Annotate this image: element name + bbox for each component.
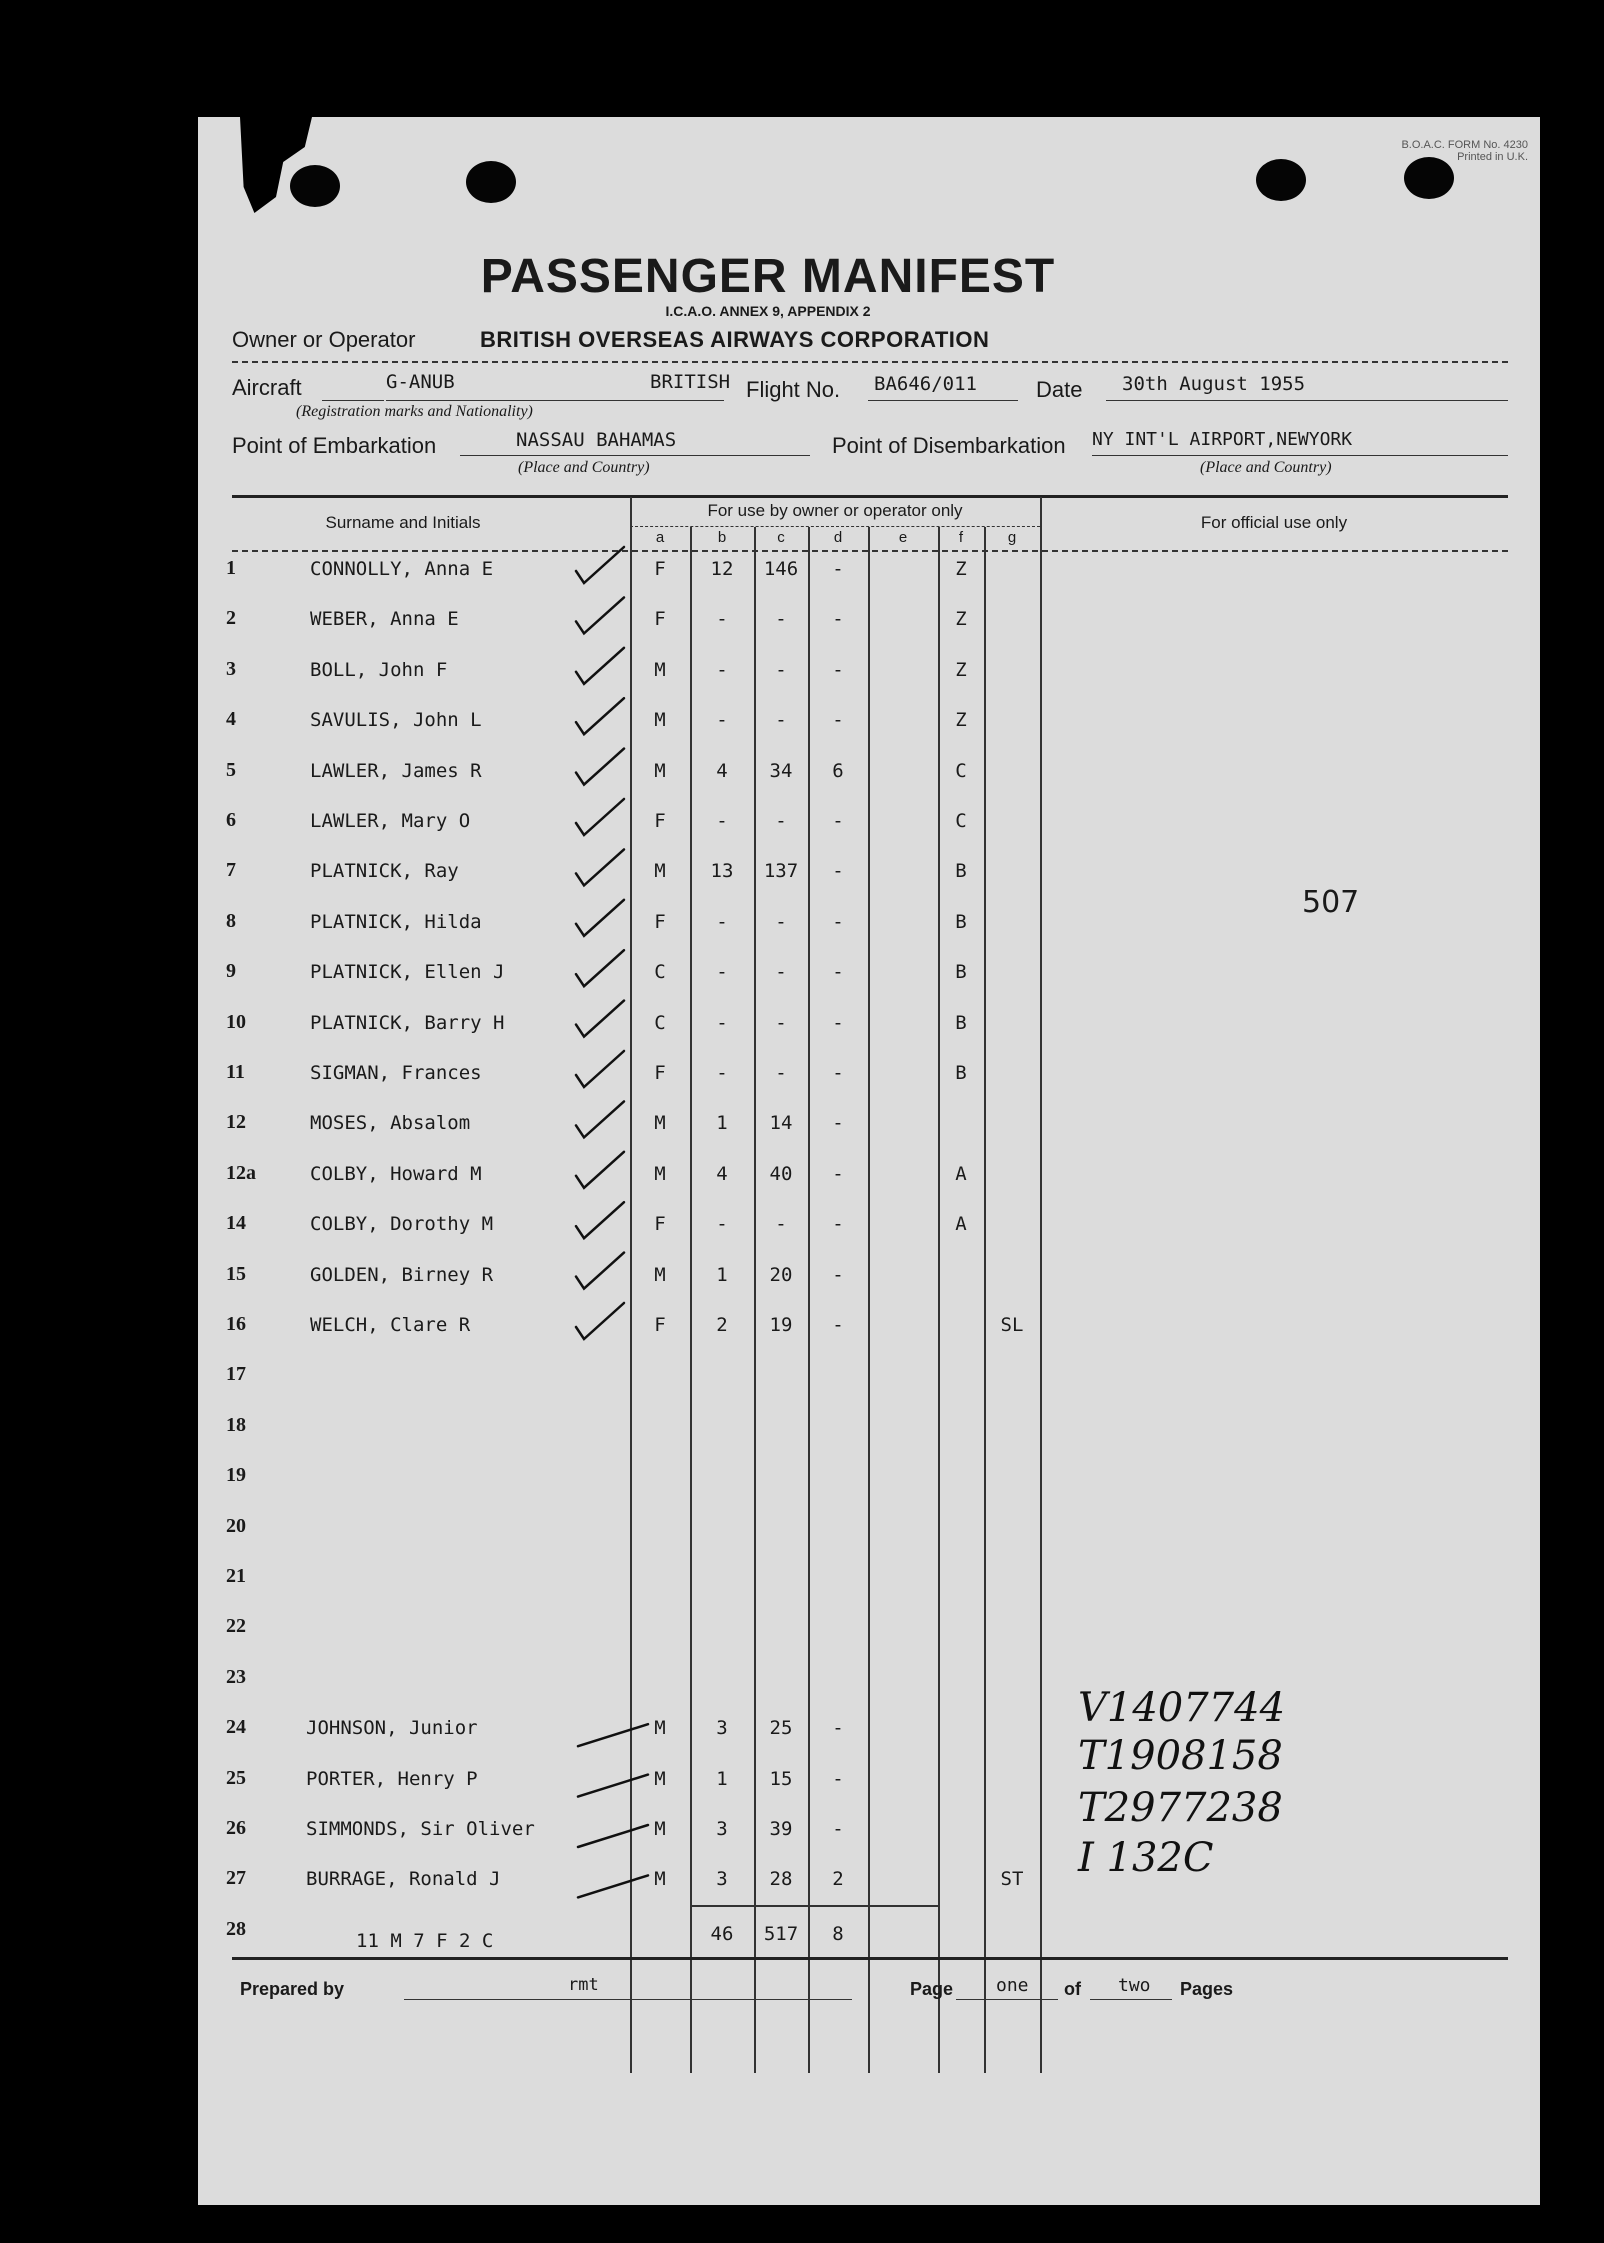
cell-a: M (654, 1818, 666, 1840)
passenger-name: COLBY, Dorothy M (310, 1213, 494, 1236)
cell-a: M (654, 860, 666, 883)
cell-b: - (716, 709, 728, 732)
cell-c: - (775, 608, 787, 631)
cell-c: - (775, 658, 787, 681)
row-number: 24 (226, 1716, 246, 1739)
of-label: of (1064, 1979, 1081, 1999)
check-mark (576, 1152, 624, 1188)
total-d: 8 (832, 1923, 844, 1945)
cell-c: - (775, 1213, 787, 1236)
row-number: 18 (226, 1413, 246, 1436)
disembarkation-value: NY INT'L AIRPORT,NEWYORK (1092, 429, 1353, 450)
cell-b: 1 (716, 1263, 728, 1286)
passenger-name: WELCH, Clare R (310, 1314, 471, 1336)
pages-label: Pages (1180, 1979, 1234, 1999)
manifest-page (198, 117, 1540, 2205)
cell-f: B (955, 1011, 967, 1034)
cell-b: - (716, 810, 728, 832)
cell-d: - (832, 1767, 844, 1790)
check-mark (576, 1253, 624, 1289)
check-mark (576, 1202, 624, 1238)
cell-b: 3 (716, 1818, 728, 1840)
check-mark (576, 950, 624, 986)
cell-f: Z (955, 608, 967, 631)
cell-d: - (832, 910, 844, 933)
cell-a: F (654, 910, 666, 933)
row-number: 4 (226, 708, 236, 731)
check-mark (578, 1825, 648, 1847)
col-f-header: f (958, 529, 964, 546)
embarkation-value: NASSAU BAHAMAS (516, 429, 677, 451)
cell-f: B (955, 1062, 967, 1084)
cell-f: B (955, 860, 967, 883)
col-d-header: d (833, 529, 843, 546)
cell-f: C (955, 759, 967, 782)
cell-d: - (832, 608, 844, 631)
cell-b: 4 (716, 1162, 728, 1185)
cell-b: 13 (710, 860, 734, 883)
col-e-header: e (898, 529, 908, 546)
nationality-value: BRITISH (650, 371, 731, 393)
registration-note: (Registration marks and Nationality) (296, 403, 533, 420)
cell-c: 137 (763, 860, 799, 883)
page-subtitle: I.C.A.O. ANNEX 9, APPENDIX 2 (665, 303, 871, 319)
cell-a: M (654, 1112, 666, 1135)
passenger-name: BOLL, John F (310, 658, 448, 681)
check-mark (576, 900, 624, 936)
passenger-name: COLBY, Howard M (310, 1162, 482, 1185)
cell-b: - (716, 910, 728, 933)
row-number: 19 (226, 1464, 246, 1487)
disembarkation-label: Point of Disembarkation (832, 433, 1066, 458)
cell-a: F (654, 1213, 666, 1236)
row-number: 3 (226, 657, 236, 680)
row-number: 5 (226, 758, 236, 781)
check-mark (576, 1303, 624, 1339)
cell-f: A (955, 1162, 967, 1185)
row-number: 23 (226, 1665, 246, 1688)
passenger-name: SIMMONDS, Sir Oliver (306, 1818, 535, 1840)
flight-value: BA646/011 (874, 373, 977, 395)
page-title: PASSENGER MANIFEST (480, 250, 1056, 303)
cell-c: - (775, 961, 787, 984)
cell-d: 6 (832, 759, 844, 782)
check-mark (576, 547, 624, 583)
cell-d: - (832, 1213, 844, 1236)
cell-d: - (832, 1062, 844, 1084)
prepared-by-value: rmt (568, 1975, 599, 1995)
row-number: 2 (226, 607, 236, 630)
cell-c: 40 (769, 1162, 793, 1185)
owner-use-header: For use by owner or operator only (707, 501, 963, 520)
cell-a: M (654, 658, 666, 681)
passenger-name: PLATNICK, Hilda (310, 910, 482, 933)
cell-a: M (654, 1868, 666, 1891)
passenger-name: GOLDEN, Birney R (310, 1263, 494, 1286)
cell-f: B (955, 910, 967, 933)
row-number: 10 (226, 1010, 246, 1033)
row-number: 22 (226, 1615, 246, 1638)
passenger-name: JOHNSON, Junior (306, 1717, 478, 1740)
row-number: 25 (226, 1766, 246, 1789)
passenger-name: SAVULIS, John L (310, 709, 482, 732)
cell-a: M (654, 709, 666, 732)
cell-a: C (654, 1011, 666, 1034)
row-number: 26 (226, 1817, 246, 1839)
col-c-header: c (777, 529, 785, 546)
cell-b: 1 (716, 1112, 728, 1135)
cell-f: A (955, 1213, 967, 1236)
cell-a: F (654, 1062, 666, 1084)
cell-c: 25 (769, 1717, 793, 1740)
cell-c: 28 (769, 1868, 793, 1891)
cell-b: 12 (710, 558, 734, 580)
cell-c: - (775, 910, 787, 933)
official-stamp-number: 507 (1302, 885, 1360, 920)
check-mark (576, 799, 624, 835)
cell-f: Z (955, 558, 967, 580)
cell-d: - (832, 709, 844, 732)
cell-a: F (654, 608, 666, 631)
passenger-name: SIGMAN, Frances (310, 1062, 482, 1084)
cell-d: - (832, 1314, 844, 1336)
passenger-name: PLATNICK, Ellen J (310, 961, 505, 984)
row-number: 6 (226, 809, 236, 831)
row-number: 12a (226, 1161, 256, 1184)
cell-a: M (654, 1767, 666, 1790)
row-number: 7 (226, 859, 236, 882)
cell-a: F (654, 810, 666, 832)
cell-c: 14 (769, 1112, 793, 1135)
cell-c: - (775, 1062, 787, 1084)
page-label: Page (910, 1979, 954, 1999)
check-mark (576, 648, 624, 684)
passenger-name: PLATNICK, Ray (310, 860, 459, 883)
flight-label: Flight No. (746, 377, 841, 402)
row-number: 28 (226, 1917, 246, 1940)
passenger-name: LAWLER, Mary O (310, 810, 471, 832)
cell-a: M (654, 1717, 666, 1740)
cell-a: M (654, 1263, 666, 1286)
check-mark (576, 1051, 624, 1087)
row-number: 9 (226, 960, 236, 983)
cell-d: - (832, 1818, 844, 1840)
cell-f: Z (955, 709, 967, 732)
cell-a: F (654, 558, 666, 580)
aircraft-value: G-ANUB (386, 371, 455, 393)
aircraft-label: Aircraft (232, 375, 302, 400)
form-number-note: B.O.A.C. FORM No. 4230 Printed in U.K. (1401, 139, 1528, 163)
cell-c: 20 (769, 1263, 793, 1286)
handwritten-note-25: T1908158 (1078, 1733, 1283, 1779)
row-number: 1 (226, 557, 236, 579)
cell-c: 146 (763, 558, 799, 580)
passenger-name: LAWLER, James R (310, 759, 482, 782)
cell-c: - (775, 810, 787, 832)
surname-header: Surname and Initials (325, 513, 481, 532)
cell-g: ST (1000, 1868, 1024, 1891)
row-number: 11 (226, 1061, 245, 1083)
cell-b: 3 (716, 1717, 728, 1740)
cell-f: B (955, 961, 967, 984)
row-number: 17 (226, 1363, 246, 1386)
check-mark (576, 749, 624, 785)
check-mark (576, 698, 624, 734)
passenger-name: CONNOLLY, Anna E (310, 558, 494, 580)
cell-g: SL (1000, 1314, 1024, 1336)
cell-c: - (775, 1011, 787, 1034)
official-use-header: For official use only (1200, 513, 1348, 532)
check-mark (576, 1001, 624, 1037)
cell-a: F (654, 1314, 666, 1336)
cell-b: - (716, 1062, 728, 1084)
cell-d: - (832, 1263, 844, 1286)
cell-a: M (654, 759, 666, 782)
check-mark (578, 1875, 648, 1897)
cell-c: 39 (769, 1818, 793, 1840)
cell-c: 34 (769, 759, 793, 782)
row-number: 12 (226, 1111, 246, 1134)
cell-f: C (955, 810, 967, 832)
cell-b: - (716, 1011, 728, 1034)
pages-value: two (1118, 1975, 1151, 1996)
cell-b: 3 (716, 1868, 728, 1891)
cell-d: - (832, 1112, 844, 1135)
row-number: 15 (226, 1262, 246, 1285)
embarkation-label: Point of Embarkation (232, 433, 437, 458)
cell-b: - (716, 961, 728, 984)
col-g-header: g (1007, 529, 1017, 546)
cell-c: 19 (769, 1314, 793, 1336)
cell-b: - (716, 1213, 728, 1236)
owner-label: Owner or Operator (232, 327, 416, 352)
passenger-name: MOSES, Absalom (310, 1112, 471, 1135)
cell-a: M (654, 1162, 666, 1185)
handwritten-note-24: V1407744 (1078, 1685, 1286, 1731)
summary-counts: 11 M 7 F 2 C (356, 1930, 494, 1952)
cell-b: 4 (716, 759, 728, 782)
embarkation-note: (Place and Country) (518, 459, 650, 476)
row-number: 21 (226, 1565, 246, 1587)
row-number: 27 (226, 1867, 246, 1890)
row-number: 8 (226, 909, 236, 932)
row-number: 16 (226, 1313, 246, 1335)
total-b: 46 (710, 1923, 734, 1945)
cell-d: - (832, 1011, 844, 1034)
row-number: 14 (226, 1212, 246, 1235)
cell-b: - (716, 608, 728, 631)
handwritten-note-27: I 132C (1078, 1835, 1214, 1881)
cell-b: 1 (716, 1767, 728, 1790)
cell-d: - (832, 658, 844, 681)
cell-f: Z (955, 658, 967, 681)
cell-c: 15 (769, 1767, 793, 1790)
cell-d: - (832, 558, 844, 580)
owner-value: BRITISH OVERSEAS AIRWAYS CORPORATION (480, 327, 990, 352)
passenger-name: WEBER, Anna E (310, 608, 459, 631)
cell-d: - (832, 1717, 844, 1740)
check-mark (578, 1775, 648, 1797)
total-c: 517 (763, 1923, 799, 1945)
cell-d: 2 (832, 1868, 844, 1891)
cell-d: - (832, 810, 844, 832)
cell-d: - (832, 961, 844, 984)
passenger-name: PORTER, Henry P (306, 1767, 478, 1790)
check-mark (576, 597, 624, 633)
cell-c: - (775, 709, 787, 732)
check-mark (576, 849, 624, 885)
page-value: one (996, 1975, 1029, 1996)
cell-d: - (832, 860, 844, 883)
col-b-header: b (717, 529, 727, 546)
date-value: 30th August 1955 (1122, 373, 1306, 395)
cell-a: C (654, 961, 666, 984)
handwritten-note-26: T2977238 (1078, 1785, 1283, 1831)
prepared-by-label: Prepared by (240, 1979, 345, 1999)
col-a-header: a (655, 529, 665, 546)
date-label: Date (1036, 377, 1083, 402)
disembarkation-note: (Place and Country) (1200, 459, 1332, 476)
cell-b: - (716, 658, 728, 681)
check-mark (578, 1724, 648, 1746)
check-mark (576, 1101, 624, 1137)
row-number: 20 (226, 1514, 246, 1537)
passenger-name: BURRAGE, Ronald J (306, 1868, 501, 1891)
check-marks (198, 117, 1540, 2205)
cell-d: - (832, 1162, 844, 1185)
passenger-name: PLATNICK, Barry H (310, 1011, 505, 1034)
cell-b: 2 (716, 1314, 728, 1336)
